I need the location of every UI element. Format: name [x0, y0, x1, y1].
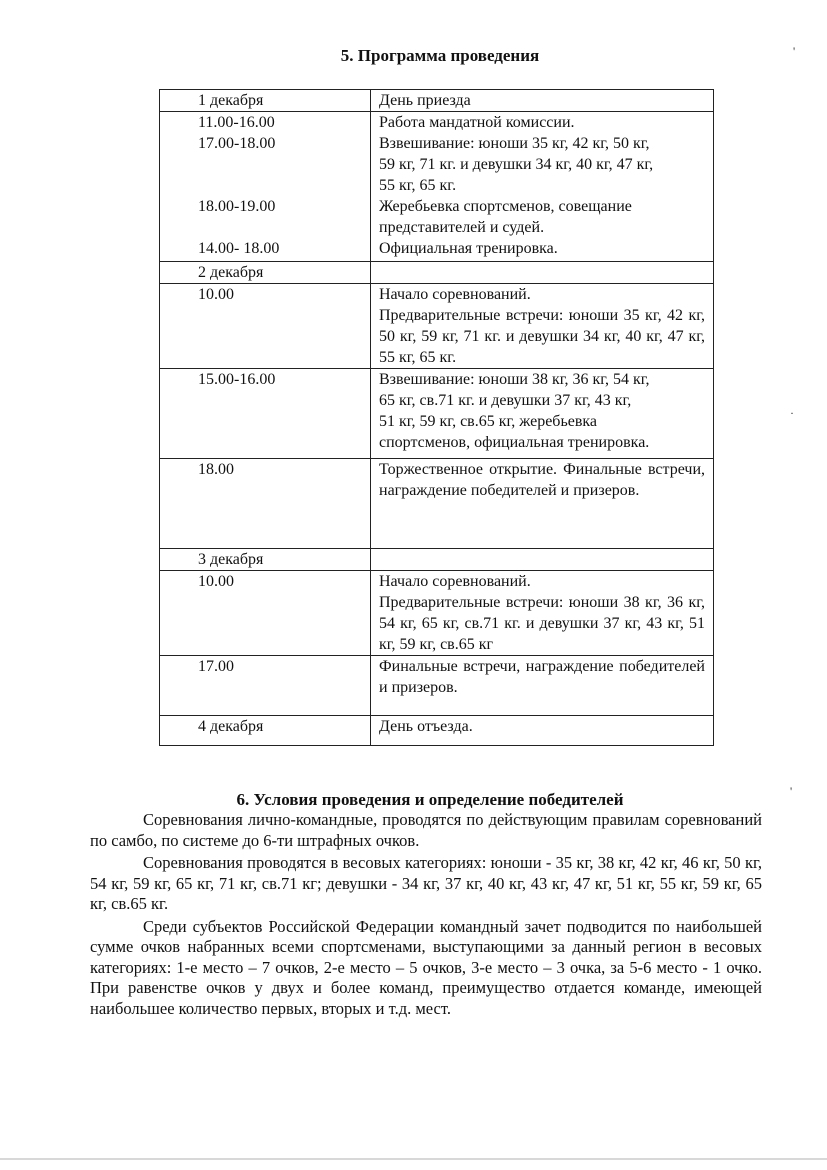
schedule-description-cell [371, 656, 714, 716]
schedule-time-cell [160, 112, 371, 262]
schedule-time [198, 217, 366, 238]
schedule-time: 18.00-19.00 [198, 198, 276, 215]
schedule-description-cell [371, 716, 714, 746]
schedule-description-cell [371, 262, 714, 284]
schedule-row [160, 571, 714, 656]
schedule-description: спортсменов, официальная тренировка. [379, 434, 650, 451]
schedule-time: 15.00-16.00 [198, 371, 276, 388]
schedule-row [160, 369, 714, 459]
schedule-time-cell [160, 369, 371, 459]
schedule-time-cell [160, 262, 371, 284]
conditions-paragraph-2: Соревнования проводятся в весовых категориях: юноши - 35 кг, 38 кг, 42 кг, 46 кг, 50 кг, 54 кг, 59 кг, 65 кг, 71 кг, св.71 кг; девушки - 34 кг, 37 кг, 40 кг, 43 кг, 47 кг, 51 кг, 55 кг, 59 кг, 65 кг, св.65 кг. [90, 853, 762, 913]
schedule-description: Начало соревнований. [379, 286, 531, 303]
schedule-description: Взвешивание: юноши 35 кг, 42 кг, 50 кг, [379, 135, 650, 152]
schedule-description: Официальная тренировка. [379, 240, 558, 257]
schedule-time-cell [160, 716, 371, 746]
conditions-text [90, 810, 762, 1021]
schedule-time-cell [160, 459, 371, 549]
schedule-row [160, 716, 714, 746]
schedule-description: День приезда [379, 92, 471, 109]
schedule-time-cell [160, 549, 371, 571]
schedule-time: 10.00 [198, 286, 234, 303]
schedule-description: 65 кг, св.71 кг. и девушки 37 кг, 43 кг, [379, 392, 632, 409]
schedule-time: 14.00- 18.00 [198, 240, 280, 257]
program-schedule-table [159, 89, 714, 746]
schedule-time [198, 175, 366, 196]
schedule-row [160, 112, 714, 262]
scan-edge [0, 1158, 827, 1160]
schedule-description: представителей и судей. [379, 219, 545, 236]
schedule-description: 59 кг, 71 кг. и девушки 34 кг, 40 кг, 47 кг, [379, 156, 654, 173]
scan-speck: ' [790, 784, 793, 798]
schedule-row [160, 90, 714, 112]
schedule-time-cell [160, 571, 371, 656]
schedule-description-cell [371, 549, 714, 571]
schedule-time: 1 декабря [198, 92, 264, 109]
schedule-time-cell [160, 284, 371, 369]
schedule-time: 18.00 [198, 461, 234, 478]
schedule-time: 11.00-16.00 [198, 114, 275, 131]
schedule-description-cell [371, 369, 714, 459]
schedule-time: 3 декабря [198, 551, 264, 568]
section-5-title: 5. Программа проведения [340, 46, 540, 65]
schedule-description: Предварительные встречи: юноши 35 кг, 42 кг, 50 кг, 59 кг, 71 кг. и девушки 34 кг, 40 кг, 47 кг, 55 кг, 65 кг. [379, 307, 705, 366]
conditions-paragraph-1: Соревнования лично-командные, проводятся по действующим правилам соревнований по самбо, по системе до 6-ти штрафных очков. [90, 810, 762, 850]
conditions-paragraph-3: Среди субъектов Российской Федерации командный зачет подводится по наибольшей сумме очков набранных всеми спортсменами, выступающими за данный регион в весовых категориях: 1-е место – 7 очков, 2-е место – 5 очков, 3-е место – 3 очка, за 5-6 место - 1 очко. При равенстве очков у двух и более команд, преимущество отдается команде, имеющей наибольшее количество первых, вторых и т.д. мест. [90, 916, 762, 1018]
schedule-description: 51 кг, 59 кг, св.65 кг, жеребьевка [379, 413, 598, 430]
schedule-time: 17.00-18.00 [198, 135, 276, 152]
schedule-row [160, 284, 714, 369]
schedule-row [160, 549, 714, 571]
schedule-time-cell [160, 656, 371, 716]
schedule-description: Взвешивание: юноши 38 кг, 36 кг, 54 кг, [379, 371, 650, 388]
schedule-description: Торжественное открытие. Финальные встречи, награждение победителей и призеров. [379, 461, 705, 499]
scan-speck: ' [793, 44, 796, 58]
schedule-row [160, 656, 714, 716]
schedule-time-cell [160, 90, 371, 112]
section-6-title: 6. Условия проведения и определение победителей [236, 790, 624, 809]
schedule-description-cell [371, 571, 714, 656]
schedule-description: Финальные встречи, награждение победителей и призеров. [379, 658, 705, 696]
schedule-description: Работа мандатной комиссии. [379, 114, 575, 131]
schedule-time [198, 154, 366, 175]
schedule-row [160, 459, 714, 549]
schedule-description-cell [371, 284, 714, 369]
schedule-description: Жеребьевка спортсменов, совещание [379, 198, 632, 215]
schedule-time: 10.00 [198, 573, 234, 590]
schedule-time: 17.00 [198, 658, 234, 675]
schedule-description-cell [371, 90, 714, 112]
schedule-description-cell [371, 459, 714, 549]
schedule-description: Предварительные встречи: юноши 38 кг, 36 кг, 54 кг, 65 кг, св.71 кг. и девушки 37 кг, 43 кг, 51 кг, 59 кг, св.65 кг [379, 594, 705, 653]
schedule-description-cell [371, 112, 714, 262]
schedule-time: 2 декабря [198, 264, 264, 281]
schedule-row [160, 262, 714, 284]
schedule-description: 55 кг, 65 кг. [379, 177, 457, 194]
schedule-time: 4 декабря [198, 718, 264, 735]
schedule-description: Начало соревнований. [379, 573, 531, 590]
schedule-description: День отъезда. [379, 718, 473, 735]
scan-speck: · [790, 406, 794, 420]
